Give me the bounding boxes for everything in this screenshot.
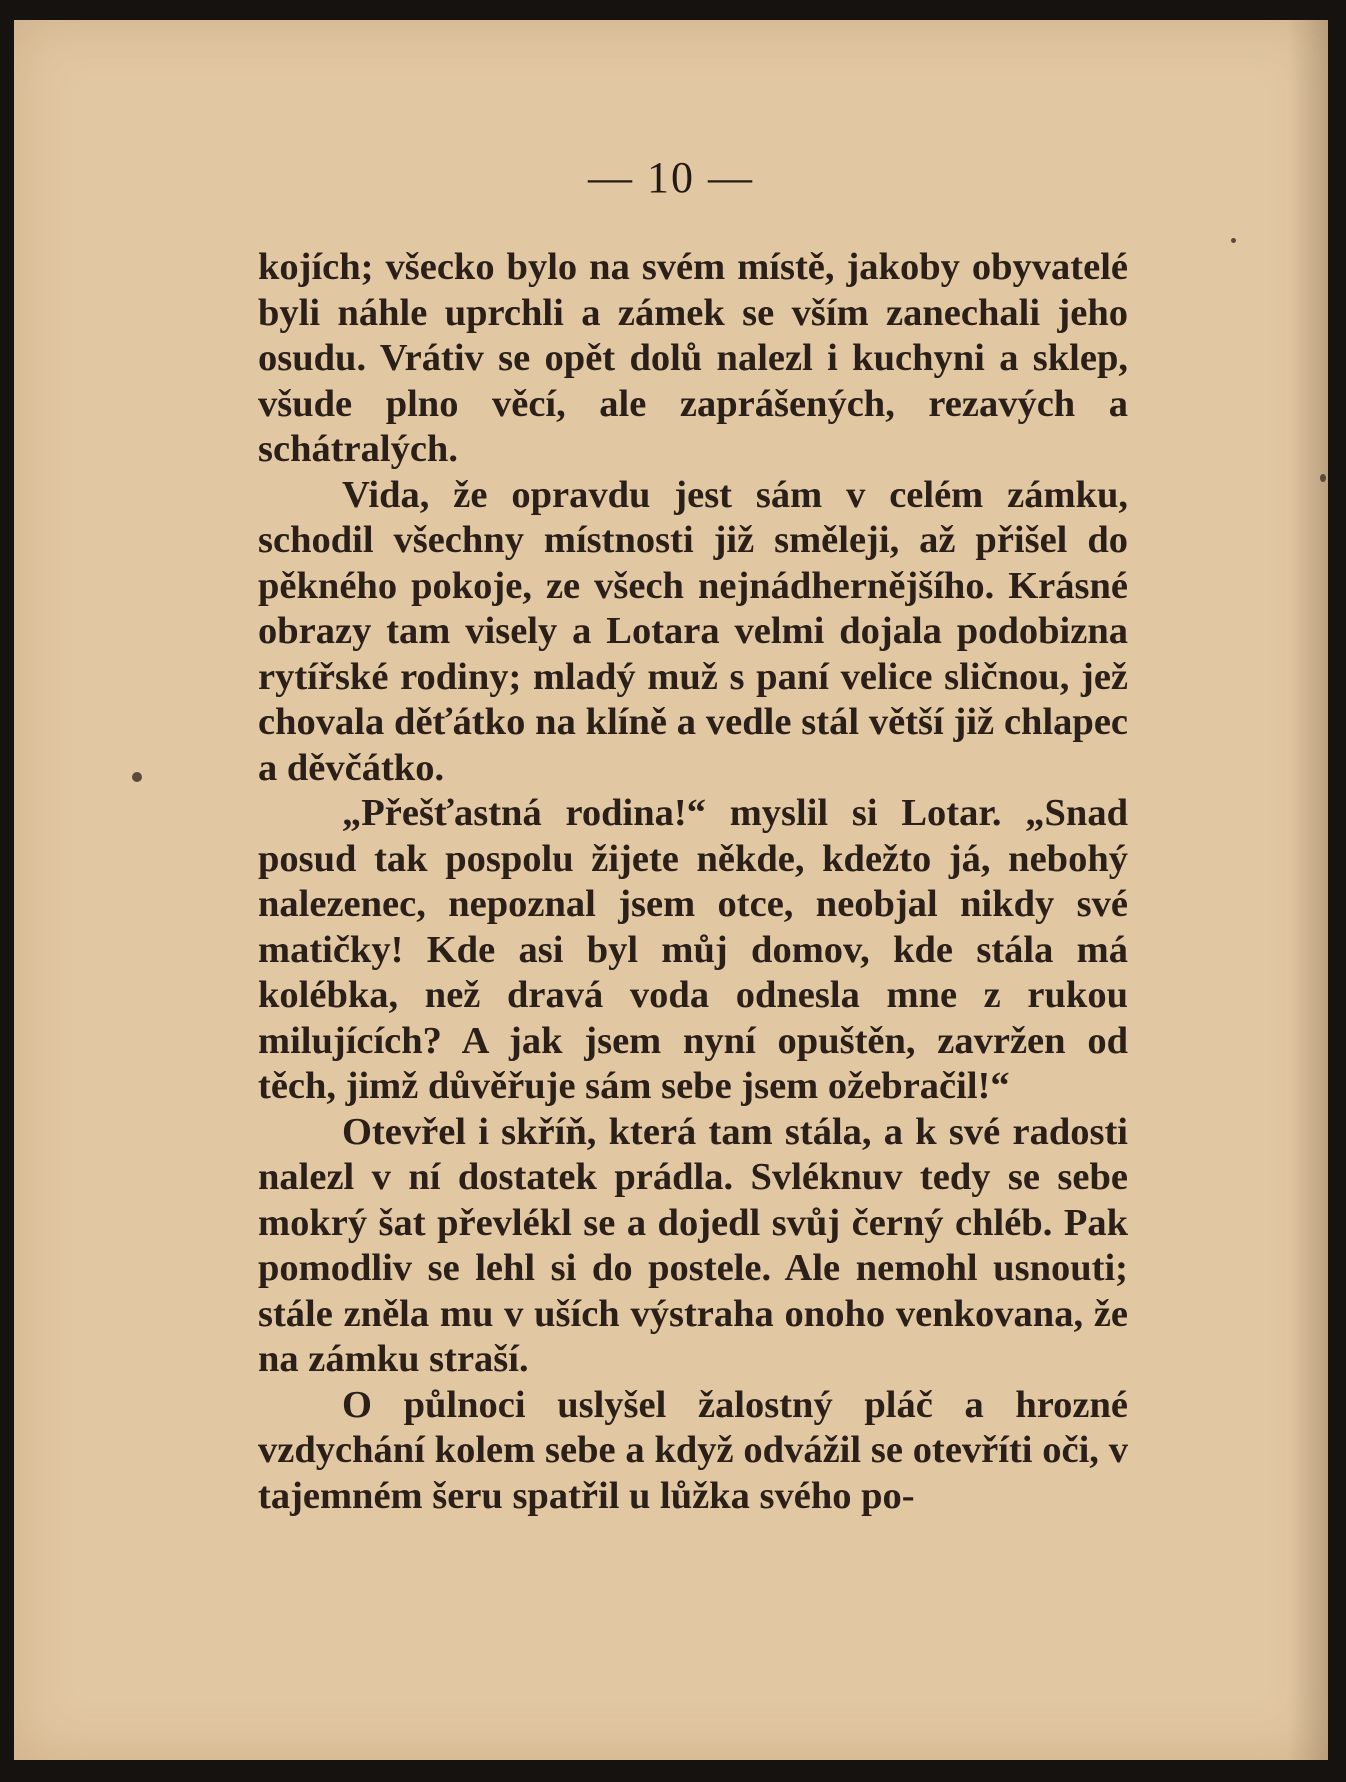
paper-speck — [132, 772, 142, 782]
page-number: — 10 — — [588, 153, 754, 202]
paragraph-5: O půlnoci uslyšel žalostný pláč a hrozné vzdychání kolem sebe a když odvážil se otevříti oči, v tajemném šeru spatřil u lůžka svého po- — [258, 1383, 1128, 1517]
book-page — [14, 20, 1328, 1760]
body-text — [258, 245, 1128, 1519]
paragraph-1: kojích; všecko bylo na svém místě, jakoby obyvatelé byli náhle uprchli a zámek se vším zanechali jeho osudu. Vrátiv se opět dolů nalezl i kuchyni a sklep, všude plno věcí, ale zaprášených, rezavých a schátralých. — [258, 246, 1128, 470]
paper-speck — [1320, 474, 1326, 482]
paper-speck — [1231, 238, 1236, 243]
paragraph-3: „Přešťastná rodina!“ myslil si Lotar. „Snad posud tak pospolu žijete někde, kdežto já, nebohý nalezenec, nepoznal jsem otce, neobjal nikdy své matičky! Kde asi byl můj domov, kde stála má kolébka, než dravá voda odnesla mne z rukou milujících? A jak jsem nyní opuštěn, zavržen od těch, jimž důvěřuje sám sebe jsem ožebračil!“ — [258, 792, 1128, 1107]
paragraph-4: Otevřel i skříň, která tam stála, a k své radosti nalezl v ní dostatek prádla. Svléknuv tedy se sebe mokrý šat převlékl se a dojedl svůj černý chléb. Pak pomodliv se lehl si do postele. Ale nemohl usnouti; stále zněla mu v uších výstraha onoho venkovana, že na zámku straší. — [258, 1110, 1128, 1380]
page-edge-shadow — [1288, 20, 1328, 1760]
paragraph-2: Vida, že opravdu jest sám v celém zámku, schodil všechny místnosti již směleji, až přišel do pěkného pokoje, ze všech nejnádhernějšího. Krásné obrazy tam visely a Lotara velmi dojala podobizna rytířské rodiny; mladý muž s paní velice sličnou, jež chovala děťátko na klíně a vedle stál větší již chlapec a děvčátko. — [258, 473, 1128, 789]
